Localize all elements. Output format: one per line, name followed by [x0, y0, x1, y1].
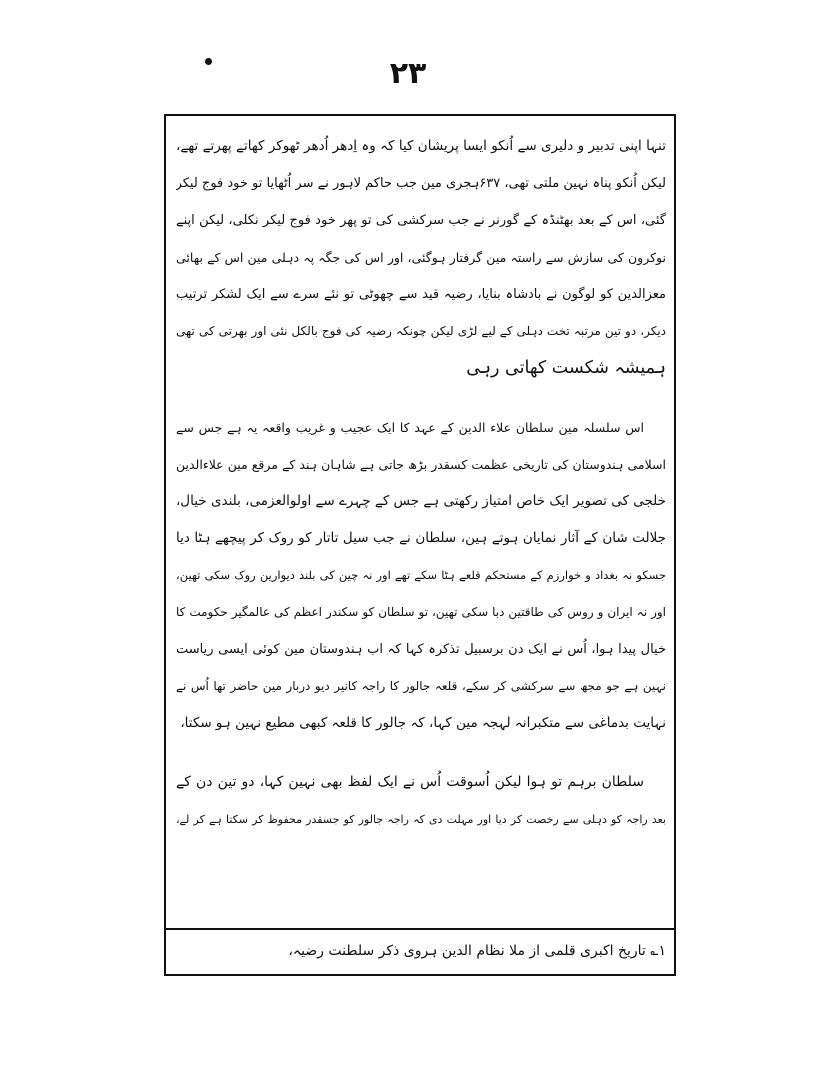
text-line: بعد راجہ کو دہلی سے رخصت کر دیا اور مہلت دی کہ راجہ جالور کو جسقدر محفوظ کر سکتا ہے کر لے،: [176, 813, 666, 826]
text-line: نوکرون کی سازش سے راستہ مین گرفتار ہوگئی، اور اس کی جگہ پہ دہلی مین اس کے بھائی: [176, 250, 666, 265]
text-line: اور نہ ایران و روس کی طاقتین دبا سکی تھین، تو سلطان کو سکندر اعظم کی عالمگیر حکومت کا: [176, 605, 666, 619]
footnote: ۱؎ تاریخ اکبری قلمی از ملا نظام الدین ہروی ذکر سلطنت رضیہ،: [288, 943, 666, 959]
paragraph-gap: [176, 742, 666, 764]
text-line: خیال پیدا ہوا، اُس نے ایک دن برسبیل تذکرہ کہا کہ اب ہندوستان مین کوئی ایسی ریاست: [176, 642, 666, 657]
text-line: گئی، اس کے بعد بھٹنڈہ کے گورنر نے جب سرکشی کی تو پھر خود فوج لیکر نکلی، لیکن اپنے: [176, 213, 666, 228]
text-line: ہمیشہ شکست کھاتی رہی: [466, 358, 666, 378]
text-line: جلالت شان کے آثار نمایان ہوتے ہین، سلطان نے جب سیل تاتار کو روک کر پیچھے ہٹا دیا: [176, 530, 666, 546]
text-line: نہین ہے جو مجھ سے سرکشی کر سکے، قلعہ جالور کا راجہ کانیر دیو دربار مین حاضر تھا اُس نے: [176, 679, 666, 693]
paragraph-3: [176, 764, 666, 838]
page-number: ۲۳: [389, 56, 427, 91]
text-line: معزالدین کو لوگون نے بادشاہ بنایا، رضیہ قید سے چھوٹی تو نئے سرے سے ایک لشکر ترتیب: [176, 287, 666, 302]
text-line: لیکن اُنکو پناہ نہین ملتی تھی، ۶۳۷ہجری مین جب حاکم لاہور نے سر اُٹھایا تو خود فوج لیکر: [176, 176, 666, 191]
text-line: جسکو نہ بغداد و خوارزم کے مستحکم قلعے ہٹا سکے تھے اور نہ چین کی بلند دیوارین روک سکی تھین،: [176, 568, 666, 582]
paragraph-2: [176, 409, 666, 742]
text-line: سلطان برہم تو ہوا لیکن اُسوقت اُس نے ایک لفظ بھی نہین کہا، دو تین دن کے: [176, 774, 644, 790]
paragraph-gap: [176, 387, 666, 409]
text-line: دیکر، دو تین مرتبہ تخت دہلی کے لیے لڑی لیکن چونکہ رضیہ کی فوج بالکل نئی اور بھرتی کی تھی: [176, 324, 666, 338]
text-line: تنہا اپنی تدبیر و دلیری سے اُنکو ایسا پریشان کیا کہ وہ اِدھر اُدھر ٹھوکر کھاتے پھرتے تھے،: [176, 138, 666, 154]
text-line: اس سلسلہ مین سلطان علاء الدین کے عہد کا ایک عجیب و غریب واقعہ یہ ہے جس سے: [176, 420, 644, 435]
text-line: نہایت بدماغی سے متکبرانہ لہجہ مین کہا، کہ جالور کا قلعہ کبھی مطیع نہین ہو سکتا،: [180, 715, 666, 731]
text-line: اسلامی ہندوستان کی تاریخی عظمت کسقدر بڑھ جاتی ہے شاہان ہند کے مرقع مین علاءالدین: [176, 457, 666, 472]
text-line: خلجی کی تصویر ایک خاص امتیاز رکھتی ہے جس کے چہرے سے اولوالعزمی، بلندی خیال،: [176, 493, 666, 509]
page-body: [176, 128, 666, 918]
paragraph-1: [176, 128, 666, 387]
footnote-divider: [164, 928, 676, 930]
